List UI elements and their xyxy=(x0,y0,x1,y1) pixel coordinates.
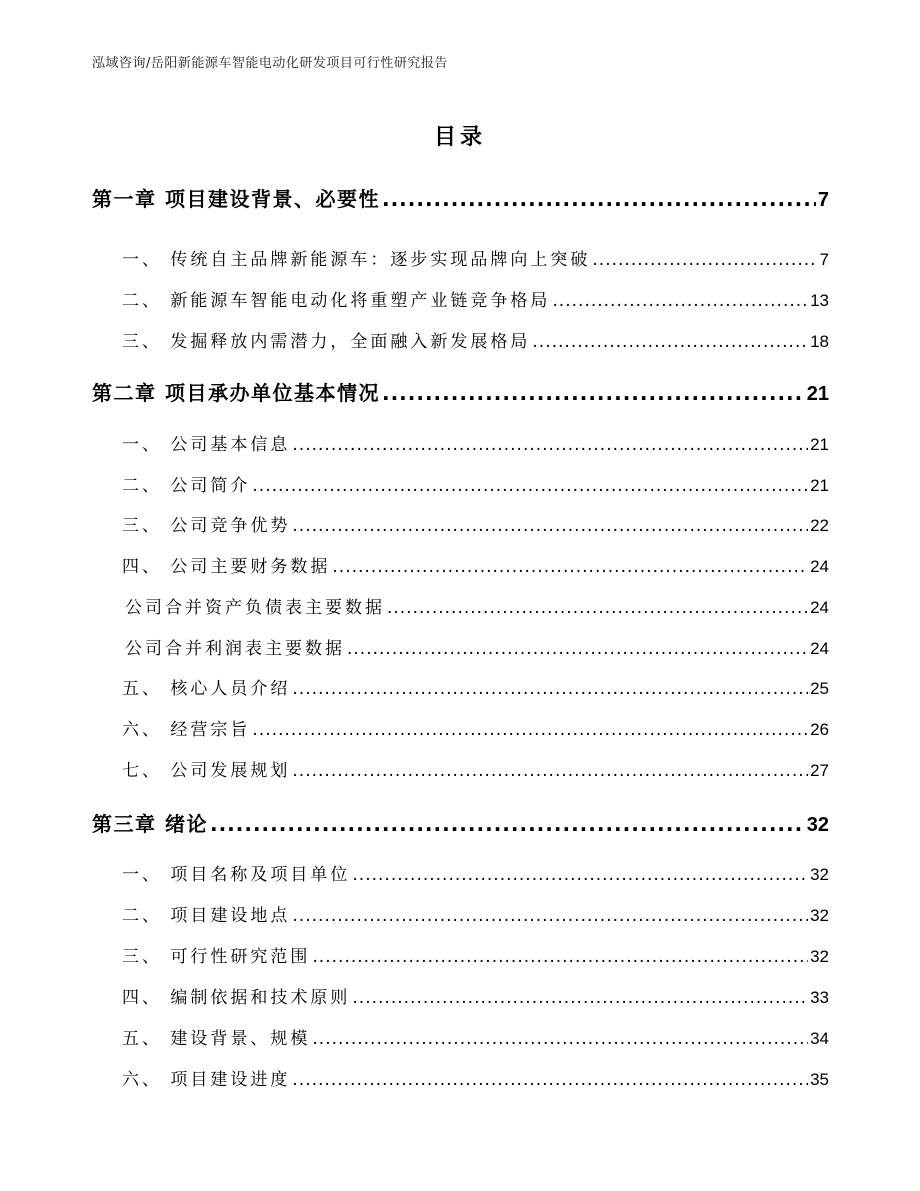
toc-label: 一、 公司基本信息 xyxy=(122,435,291,455)
toc-chapter-1[interactable] xyxy=(92,183,829,212)
toc-label: 三、 可行性研究范围 xyxy=(122,947,311,967)
leader-dots xyxy=(292,761,808,781)
toc-label: 一、 项目名称及项目单位 xyxy=(122,865,351,885)
toc-label: 六、 经营宗旨 xyxy=(122,720,251,740)
leader-dots xyxy=(532,332,808,352)
leader-dots xyxy=(552,291,808,311)
toc-page-number: 32 xyxy=(810,947,829,966)
leader-dots xyxy=(252,476,808,496)
toc-page-number: 22 xyxy=(810,516,829,535)
leader-dots xyxy=(312,947,808,967)
toc-entry[interactable] xyxy=(92,471,829,496)
toc-entry[interactable] xyxy=(125,593,829,618)
toc-page-number: 26 xyxy=(810,720,829,739)
toc-page-number: 7 xyxy=(819,250,829,269)
running-header: 泓域咨询/岳阳新能源车智能电动化研发项目可行性研究报告 xyxy=(92,56,448,71)
leader-dots xyxy=(352,988,808,1008)
toc-entry[interactable] xyxy=(92,983,829,1008)
toc-label: 第三章 绪论 xyxy=(92,812,208,836)
toc-label: 五、 建设背景、规模 xyxy=(122,1029,311,1049)
toc-page-number: 25 xyxy=(810,679,829,698)
toc-page-number: 34 xyxy=(810,1029,829,1048)
leader-dots xyxy=(292,906,808,926)
toc-page-number: 32 xyxy=(810,865,829,884)
toc-label: 三、 公司竞争优势 xyxy=(122,516,291,536)
toc-label: 二、 项目建设地点 xyxy=(122,906,291,926)
leader-dots xyxy=(292,679,808,699)
toc-label: 五、 核心人员介绍 xyxy=(122,679,291,699)
toc-chapter-2[interactable] xyxy=(92,377,829,406)
toc-page-number: 21 xyxy=(806,383,829,405)
toc-page-number: 33 xyxy=(810,988,829,1007)
toc-label: 第一章 项目建设背景、必要性 xyxy=(92,187,380,211)
leader-dots xyxy=(347,639,808,659)
toc-entry[interactable] xyxy=(125,634,829,659)
toc-page-number: 24 xyxy=(810,598,829,617)
toc-entry[interactable] xyxy=(92,942,829,967)
toc-page-number: 18 xyxy=(810,332,829,351)
toc-entry[interactable] xyxy=(92,674,829,699)
toc-entry[interactable] xyxy=(92,245,829,270)
toc-title: 目录 xyxy=(433,125,486,150)
leader-dots xyxy=(292,516,808,536)
toc-label: 二、 新能源车智能电动化将重塑产业链竞争格局 xyxy=(122,291,551,311)
leader-dots xyxy=(352,865,808,885)
toc-label: 一、 传统自主品牌新能源车：逐步实现品牌向上突破 xyxy=(122,250,591,270)
toc-entry[interactable] xyxy=(92,552,829,577)
toc-page-number: 35 xyxy=(810,1070,829,1089)
toc-label: 四、 编制依据和技术原则 xyxy=(122,988,351,1008)
toc-label: 二、 公司简介 xyxy=(122,476,251,496)
toc-page-number: 24 xyxy=(810,557,829,576)
toc-page-number: 27 xyxy=(810,761,829,780)
leader-dots xyxy=(292,435,808,455)
toc-entry[interactable] xyxy=(92,1024,829,1049)
toc-label: 四、 公司主要财务数据 xyxy=(122,557,331,577)
toc-label: 六、 项目建设进度 xyxy=(122,1070,291,1090)
leader-dots xyxy=(592,250,817,270)
leader-dots xyxy=(210,812,805,836)
toc-label: 公司合并利润表主要数据 xyxy=(125,639,345,659)
leader-dots xyxy=(382,381,805,405)
toc-page-number: 32 xyxy=(806,814,829,836)
toc-entry[interactable] xyxy=(92,286,829,311)
toc-label: 第二章 项目承办单位基本情况 xyxy=(92,381,380,405)
toc-entry[interactable] xyxy=(92,715,829,740)
leader-dots xyxy=(252,720,808,740)
toc-page-number: 24 xyxy=(810,639,829,658)
toc-entry[interactable] xyxy=(92,511,829,536)
toc-label: 公司合并资产负债表主要数据 xyxy=(125,598,385,618)
toc-label: 三、 发掘释放内需潜力，全面融入新发展格局 xyxy=(122,332,531,352)
leader-dots xyxy=(292,1070,808,1090)
toc-entry[interactable] xyxy=(92,901,829,926)
leader-dots xyxy=(387,598,808,618)
toc-page-number: 7 xyxy=(817,189,829,211)
toc-page-number: 32 xyxy=(810,906,829,925)
toc-chapter-3[interactable] xyxy=(92,808,829,837)
toc-entry[interactable] xyxy=(92,327,829,352)
toc-entry[interactable] xyxy=(92,756,829,781)
leader-dots xyxy=(312,1029,808,1049)
toc-label: 七、 公司发展规划 xyxy=(122,761,291,781)
leader-dots xyxy=(382,187,816,211)
toc-entry[interactable] xyxy=(92,1065,829,1090)
toc-entry[interactable] xyxy=(92,860,829,885)
toc-page-number: 21 xyxy=(810,435,829,454)
toc-entry[interactable] xyxy=(92,430,829,455)
toc-page-number: 13 xyxy=(810,291,829,310)
leader-dots xyxy=(332,557,808,577)
toc-page-number: 21 xyxy=(810,476,829,495)
